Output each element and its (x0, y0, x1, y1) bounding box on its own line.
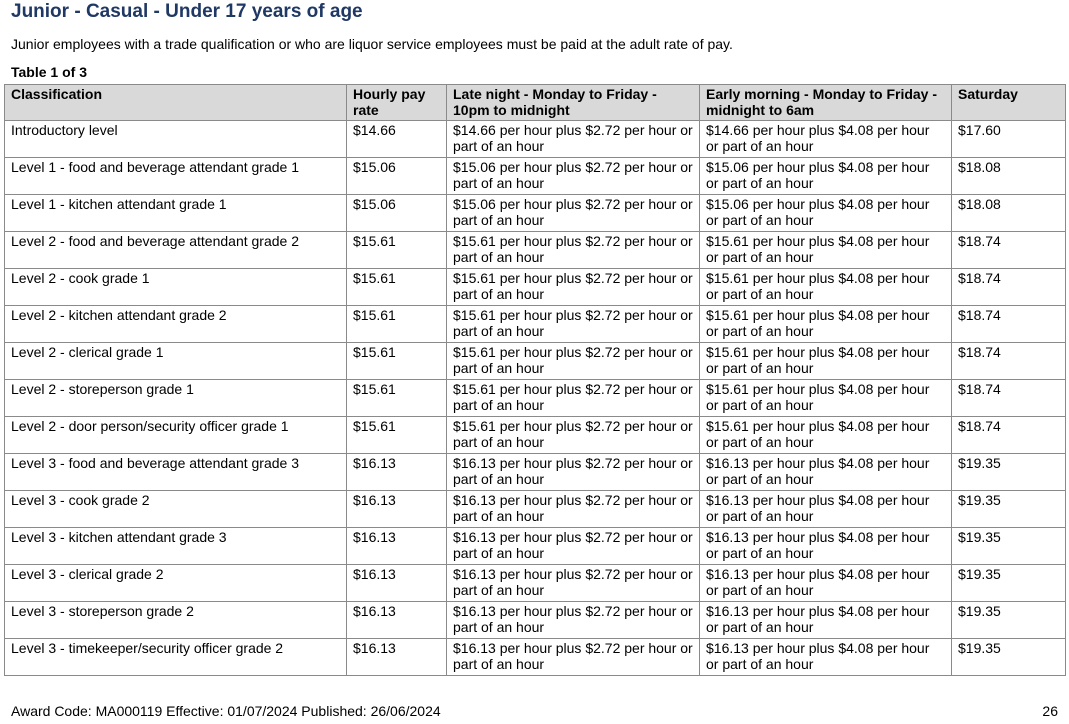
table-row (5, 306, 1066, 343)
cell-hourly-pay-rate: $16.13 (347, 454, 447, 491)
cell-late-night: $16.13 per hour plus $2.72 per hour or part of an hour (447, 565, 700, 602)
cell-classification: Level 3 - food and beverage attendant grade 3 (5, 454, 347, 491)
cell-early-morning: $16.13 per hour plus $4.08 per hour or part of an hour (700, 528, 952, 565)
cell-classification: Level 3 - cook grade 2 (5, 491, 347, 528)
cell-saturday: $17.60 (952, 121, 1066, 158)
column-header-saturday: Saturday (952, 85, 1066, 121)
cell-classification: Level 2 - storeperson grade 1 (5, 380, 347, 417)
cell-early-morning: $15.61 per hour plus $4.08 per hour or part of an hour (700, 232, 952, 269)
cell-late-night: $15.61 per hour plus $2.72 per hour or part of an hour (447, 232, 700, 269)
table-row (5, 232, 1066, 269)
cell-late-night: $16.13 per hour plus $2.72 per hour or part of an hour (447, 528, 700, 565)
cell-saturday: $19.35 (952, 639, 1066, 676)
table-row (5, 565, 1066, 602)
table-row (5, 269, 1066, 306)
cell-hourly-pay-rate: $14.66 (347, 121, 447, 158)
cell-classification: Level 3 - clerical grade 2 (5, 565, 347, 602)
cell-hourly-pay-rate: $15.61 (347, 232, 447, 269)
cell-late-night: $15.61 per hour plus $2.72 per hour or part of an hour (447, 343, 700, 380)
cell-saturday: $18.74 (952, 343, 1066, 380)
cell-early-morning: $15.06 per hour plus $4.08 per hour or part of an hour (700, 195, 952, 232)
table-row (5, 528, 1066, 565)
footer-award-info: Award Code: MA000119 Effective: 01/07/2024 Published: 26/06/2024 (11, 703, 441, 719)
cell-classification: Level 1 - food and beverage attendant grade 1 (5, 158, 347, 195)
cell-hourly-pay-rate: $15.61 (347, 417, 447, 454)
table-row (5, 195, 1066, 232)
cell-saturday: $18.08 (952, 195, 1066, 232)
cell-early-morning: $14.66 per hour plus $4.08 per hour or part of an hour (700, 121, 952, 158)
cell-saturday: $18.74 (952, 306, 1066, 343)
pay-rates-table (4, 84, 1066, 676)
cell-saturday: $18.74 (952, 380, 1066, 417)
cell-classification: Level 2 - kitchen attendant grade 2 (5, 306, 347, 343)
cell-hourly-pay-rate: $16.13 (347, 491, 447, 528)
cell-late-night: $15.61 per hour plus $2.72 per hour or part of an hour (447, 380, 700, 417)
cell-classification: Level 2 - clerical grade 1 (5, 343, 347, 380)
cell-early-morning: $16.13 per hour plus $4.08 per hour or part of an hour (700, 565, 952, 602)
page-title: Junior - Casual - Under 17 years of age (11, 1, 363, 22)
cell-early-morning: $15.06 per hour plus $4.08 per hour or part of an hour (700, 158, 952, 195)
cell-classification: Level 2 - food and beverage attendant grade 2 (5, 232, 347, 269)
cell-hourly-pay-rate: $16.13 (347, 565, 447, 602)
cell-late-night: $15.61 per hour plus $2.72 per hour or part of an hour (447, 306, 700, 343)
cell-early-morning: $15.61 per hour plus $4.08 per hour or part of an hour (700, 417, 952, 454)
cell-early-morning: $16.13 per hour plus $4.08 per hour or part of an hour (700, 639, 952, 676)
intro-text: Junior employees with a trade qualification or who are liquor service employees must be paid at the adult rate of pay. (11, 36, 733, 52)
table-row (5, 417, 1066, 454)
table-row (5, 343, 1066, 380)
cell-hourly-pay-rate: $15.61 (347, 380, 447, 417)
cell-early-morning: $16.13 per hour plus $4.08 per hour or part of an hour (700, 491, 952, 528)
cell-saturday: $18.08 (952, 158, 1066, 195)
cell-early-morning: $16.13 per hour plus $4.08 per hour or part of an hour (700, 454, 952, 491)
cell-classification: Level 3 - timekeeper/security officer grade 2 (5, 639, 347, 676)
table-row (5, 454, 1066, 491)
cell-saturday: $18.74 (952, 269, 1066, 306)
cell-classification: Level 3 - storeperson grade 2 (5, 602, 347, 639)
cell-hourly-pay-rate: $16.13 (347, 639, 447, 676)
cell-saturday: $19.35 (952, 454, 1066, 491)
cell-classification: Level 2 - cook grade 1 (5, 269, 347, 306)
cell-late-night: $16.13 per hour plus $2.72 per hour or part of an hour (447, 454, 700, 491)
footer-page-number: 26 (1042, 703, 1058, 719)
table-body (5, 121, 1066, 676)
cell-classification: Level 3 - kitchen attendant grade 3 (5, 528, 347, 565)
column-header-late-night: Late night - Monday to Friday - 10pm to midnight (447, 85, 700, 121)
cell-saturday: $18.74 (952, 232, 1066, 269)
cell-classification: Level 2 - door person/security officer grade 1 (5, 417, 347, 454)
table-row (5, 158, 1066, 195)
table-row (5, 491, 1066, 528)
table-row (5, 121, 1066, 158)
cell-early-morning: $15.61 per hour plus $4.08 per hour or part of an hour (700, 380, 952, 417)
cell-late-night: $16.13 per hour plus $2.72 per hour or part of an hour (447, 491, 700, 528)
cell-early-morning: $15.61 per hour plus $4.08 per hour or part of an hour (700, 343, 952, 380)
cell-hourly-pay-rate: $15.61 (347, 269, 447, 306)
column-header-classification: Classification (5, 85, 347, 121)
cell-saturday: $19.35 (952, 528, 1066, 565)
cell-classification: Level 1 - kitchen attendant grade 1 (5, 195, 347, 232)
cell-late-night: $15.61 per hour plus $2.72 per hour or part of an hour (447, 269, 700, 306)
cell-late-night: $15.61 per hour plus $2.72 per hour or part of an hour (447, 417, 700, 454)
table-caption: Table 1 of 3 (11, 64, 87, 80)
table-row (5, 380, 1066, 417)
cell-late-night: $15.06 per hour plus $2.72 per hour or part of an hour (447, 195, 700, 232)
cell-hourly-pay-rate: $15.06 (347, 195, 447, 232)
cell-late-night: $15.06 per hour plus $2.72 per hour or part of an hour (447, 158, 700, 195)
column-header-hourly-pay-rate: Hourly pay rate (347, 85, 447, 121)
cell-saturday: $19.35 (952, 565, 1066, 602)
table-row (5, 602, 1066, 639)
cell-late-night: $16.13 per hour plus $2.72 per hour or part of an hour (447, 639, 700, 676)
cell-classification: Introductory level (5, 121, 347, 158)
cell-hourly-pay-rate: $16.13 (347, 528, 447, 565)
column-header-early-morning: Early morning - Monday to Friday - midnight to 6am (700, 85, 952, 121)
cell-saturday: $19.35 (952, 491, 1066, 528)
cell-hourly-pay-rate: $15.61 (347, 343, 447, 380)
cell-saturday: $18.74 (952, 417, 1066, 454)
cell-hourly-pay-rate: $16.13 (347, 602, 447, 639)
cell-late-night: $14.66 per hour plus $2.72 per hour or part of an hour (447, 121, 700, 158)
cell-early-morning: $15.61 per hour plus $4.08 per hour or part of an hour (700, 269, 952, 306)
table-row (5, 639, 1066, 676)
table-header-row (5, 85, 1066, 121)
cell-early-morning: $15.61 per hour plus $4.08 per hour or part of an hour (700, 306, 952, 343)
cell-early-morning: $16.13 per hour plus $4.08 per hour or part of an hour (700, 602, 952, 639)
cell-hourly-pay-rate: $15.06 (347, 158, 447, 195)
cell-hourly-pay-rate: $15.61 (347, 306, 447, 343)
cell-saturday: $19.35 (952, 602, 1066, 639)
cell-late-night: $16.13 per hour plus $2.72 per hour or part of an hour (447, 602, 700, 639)
